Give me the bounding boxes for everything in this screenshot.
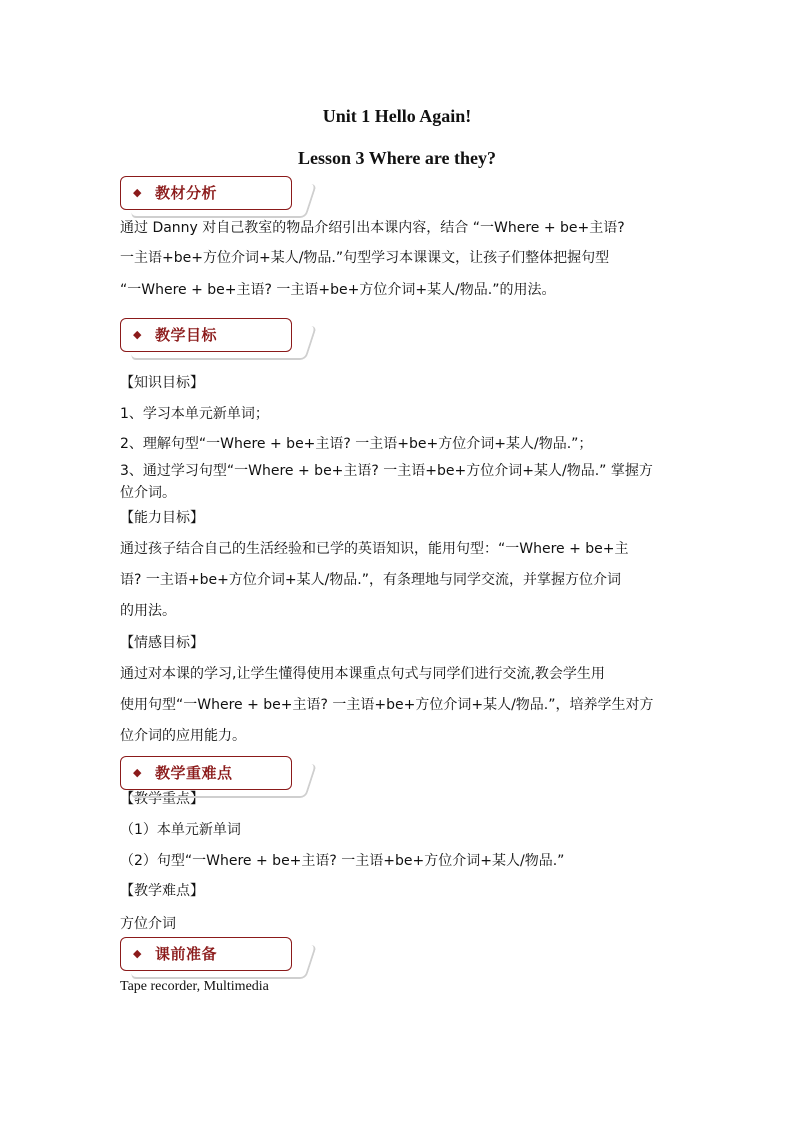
- paragraph-line: “一Where + be+主语? 一主语+be+方位介词+某人/物品.”的用法。: [120, 282, 556, 298]
- list-item: 1、学习本单元新单词；: [120, 406, 269, 422]
- section-header-key-points: [120, 756, 292, 790]
- list-item: 位介词。: [120, 485, 176, 501]
- paragraph-line: 的用法。: [120, 603, 176, 619]
- paragraph-line: 一主语+be+方位介词+某人/物品.”句型学习本课课文，让孩子们整体把握句型: [120, 250, 610, 266]
- paragraph-line: 通过 Danny 对自己教室的物品介绍引出本课内容，结合 “一Where + be+主语?: [120, 220, 625, 236]
- list-item: （2）句型“一Where + be+主语? 一主语+be+方位介词+某人/物品.”: [120, 853, 565, 869]
- list-item: 2、理解句型“一Where + be+主语? 一主语+be+方位介词+某人/物品.”；: [120, 436, 593, 452]
- diamond-icon: ◆: [133, 947, 142, 960]
- paragraph-line: 语? 一主语+be+方位介词+某人/物品.”，有条理地与同学交流，并掌握方位介词: [120, 572, 621, 588]
- paragraph-line: 位介词的应用能力。: [120, 728, 246, 744]
- section-heading: 课前准备: [155, 945, 218, 963]
- subsection-title: 【教学难点】: [120, 883, 204, 899]
- list-item: 3、通过学习句型“一Where + be+主语? 一主语+be+方位介词+某人/物品.” 掌握方: [120, 463, 653, 479]
- paragraph-line: 通过对本课的学习,让学生懂得使用本课重点句式与同学们进行交流,教会学生用: [120, 666, 605, 682]
- diamond-icon: ◆: [133, 328, 142, 341]
- diamond-icon: ◆: [133, 186, 142, 199]
- unit-title: Unit 1 Hello Again!: [322, 106, 472, 126]
- section-header-preparation: [120, 937, 292, 971]
- lesson-title: Lesson 3 Where are they?: [298, 148, 496, 168]
- subsection-title: 【能力目标】: [120, 510, 204, 526]
- subsection-title: 【情感目标】: [120, 635, 204, 651]
- subsection-title: 【知识目标】: [120, 375, 204, 391]
- diamond-icon: ◆: [133, 766, 142, 779]
- section-header-goals: [120, 318, 292, 352]
- paragraph-line: Tape recorder, Multimedia: [120, 979, 269, 994]
- section-header-analysis: [120, 176, 292, 210]
- section-heading: 教学重难点: [155, 764, 233, 782]
- subsection-title: 【教学重点】: [120, 791, 204, 807]
- section-heading: 教学目标: [155, 326, 218, 344]
- paragraph-line: 使用句型“一Where + be+主语? 一主语+be+方位介词+某人/物品.”，培养学生对方: [120, 697, 654, 713]
- list-item: （1）本单元新单词: [120, 822, 241, 838]
- paragraph-line: 方位介词: [120, 916, 176, 932]
- paragraph-line: 通过孩子结合自己的生活经验和已学的英语知识，能用句型：“一Where + be+主: [120, 541, 629, 557]
- section-heading: 教材分析: [155, 184, 218, 202]
